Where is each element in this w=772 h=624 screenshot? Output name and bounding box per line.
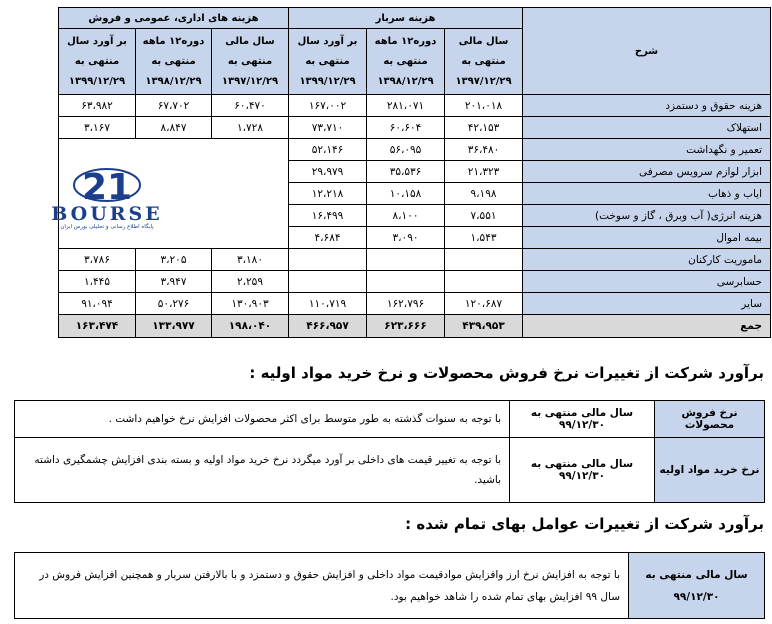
table-row [59,139,771,161]
forecast-key: نرخ خرید مواد اولیه [655,438,765,503]
forecast-period: سال مالی منتهی به ۹۹/۱۲/۳۰ [510,438,655,503]
cell-value: ۳،۱۶۷ [59,117,136,139]
cell-value: ۵۲،۱۴۶ [289,139,367,161]
logo-subtitle: پایگاه اطلاع رسانی و تحلیلی بورس ایران [60,224,154,230]
total-value: ۶۲۳،۶۶۶ [367,315,445,338]
cell-value: ۱۱۰،۷۱۹ [289,293,367,315]
forecast-text: با توجه به تغییر قیمت های داخلی بر آورد میگردد نرخ خرید مواد اولیه و بسته بندی افزایش چشمگیری داشته باشید. [15,438,510,503]
cell-value: ۷،۵۵۱ [445,205,523,227]
heading-cost-factors: برآورد شرکت از تغییرات عوامل بهای تمام شده : [405,515,764,533]
cell-value: ۱۶۲،۷۹۶ [367,293,445,315]
cell-value: ۸،۱۰۰ [367,205,445,227]
col-header-oh-1398: دوره۱۲ ماهه منتهی به ۱۳۹۸/۱۲/۲۹ [367,29,445,95]
cell-value [367,249,445,271]
row-label: ابزار لوازم سرویس مصرفی [523,161,771,183]
cell-value: ۴۲،۱۵۳ [445,117,523,139]
table-row [15,401,765,438]
cell-value: ۱،۷۲۸ [212,117,289,139]
cell-value: ۲۰۱،۰۱۸ [445,95,523,117]
cost-factor-table [14,552,765,619]
cell-value: ۳۶،۴۸۰ [445,139,523,161]
total-value: ۱۹۸،۰۴۰ [212,315,289,338]
total-value: ۴۳۹،۹۵۳ [445,315,523,338]
cell-value [289,249,367,271]
table-row [59,293,771,315]
cell-value: ۲،۲۵۹ [212,271,289,293]
price-forecast-table [14,400,765,503]
group-overhead-header: هزینه سربار [289,8,523,29]
row-label: حسابرسی [523,271,771,293]
cell-value: ۱۶،۴۹۹ [289,205,367,227]
cell-value: ۳،۲۰۵ [136,249,212,271]
row-label: تعمیر و نگهداشت [523,139,771,161]
cell-value: ۹،۱۹۸ [445,183,523,205]
cell-value: ۱،۵۴۳ [445,227,523,249]
row-label: استهلاک [523,117,771,139]
cell-value: ۲۱،۳۲۳ [445,161,523,183]
cell-value: ۲۸۱،۰۷۱ [367,95,445,117]
table-row [59,249,771,271]
logo-mark-icon [70,161,144,205]
cell-value: ۱۰،۱۵۸ [367,183,445,205]
table-row [15,553,765,619]
row-label: سایر [523,293,771,315]
total-value: ۱۳۳،۹۷۷ [136,315,212,338]
logo-number: 21 [81,167,133,205]
group-admin-header: هزینه های اداری، عمومی و فروش [59,8,289,29]
logo-word: BOURSE [51,203,163,225]
forecast-period: سال مالی منتهی به ۹۹/۱۲/۳۰ [510,401,655,438]
total-label: جمع [523,315,771,338]
table-row [59,95,771,117]
heading-price-forecast: برآورد شرکت از تغییرات نرخ فروش محصولات و نرخ خرید مواد اولیه : [249,364,764,382]
col-header-oh-1397: سال مالی منتهی به ۱۳۹۷/۱۲/۲۹ [445,29,523,95]
cell-value: ۳،۰۹۰ [367,227,445,249]
cell-value: ۱۲،۲۱۸ [289,183,367,205]
cell-value: ۹۱،۰۹۴ [59,293,136,315]
cost-factor-text: با توجه به افزایش نرخ ارز وافزایش موادقیمت مواد داخلی و افزایش حقوق و دستمزد و با بالارفتن سربار و همچنین افزایش فروش در سال ۹۹ افزایش بهای تمام شده را شاهد خواهیم بود. [15,553,629,619]
cell-value: ۲۹،۹۷۹ [289,161,367,183]
cell-value: ۶۷،۷۰۲ [136,95,212,117]
cell-value: ۸،۸۴۷ [136,117,212,139]
table-row [59,117,771,139]
cell-value: ۱۳۰،۹۰۳ [212,293,289,315]
cell-value: ۳،۷۸۶ [59,249,136,271]
row-label: هزینه انرژی( آب وبرق ، گاز و سوخت) [523,205,771,227]
cell-value: ۶۰،۴۷۰ [212,95,289,117]
cell-value [445,249,523,271]
cell-value [289,271,367,293]
cell-value [367,271,445,293]
cell-value: ۳،۱۸۰ [212,249,289,271]
cell-value: ۷۳،۷۱۰ [289,117,367,139]
cell-value: ۳۵،۵۳۶ [367,161,445,183]
cost-factor-period: سال مالی منتهی به ۹۹/۱۲/۳۰ [629,553,765,619]
label-header: شرح [523,8,771,95]
total-row [59,315,771,338]
cell-value: ۱۶۷،۰۰۲ [289,95,367,117]
col-header-ad-1399: بر آورد سال منتهی به ۱۳۹۹/۱۲/۲۹ [59,29,136,95]
row-label: هزینه حقوق و دستمزد [523,95,771,117]
col-header-ad-1397: سال مالی منتهی به ۱۳۹۷/۱۲/۲۹ [212,29,289,95]
col-header-oh-1399: بر آورد سال منتهی به ۱۳۹۹/۱۲/۲۹ [289,29,367,95]
cell-value: ۵۶،۰۹۵ [367,139,445,161]
cell-value: ۵۰،۲۷۶ [136,293,212,315]
cell-value: ۱،۴۴۵ [59,271,136,293]
total-value: ۱۶۳،۴۷۴ [59,315,136,338]
cell-value: ۴،۶۸۴ [289,227,367,249]
row-label: ماموریت کارکنان [523,249,771,271]
cell-value: ۳،۹۴۷ [136,271,212,293]
col-header-ad-1398: دوره۱۲ ماهه منتهی به ۱۳۹۸/۱۲/۲۹ [136,29,212,95]
bourse-logo [40,161,174,237]
forecast-text: با توجه به سنوات گذشته به طور متوسط برای اکثر محصولات افزایش نرخ خواهیم داشت . [15,401,510,438]
table-row [59,271,771,293]
row-label: بیمه اموال [523,227,771,249]
forecast-key: نرخ فروش محصولات [655,401,765,438]
table-row [15,438,765,503]
cell-value: ۶۰،۶۰۴ [367,117,445,139]
cell-value: ۱۲۰،۶۸۷ [445,293,523,315]
cell-value: ۶۳،۹۸۲ [59,95,136,117]
cell-value [445,271,523,293]
total-value: ۴۶۶،۹۵۷ [289,315,367,338]
row-label: ایاب و ذهاب [523,183,771,205]
